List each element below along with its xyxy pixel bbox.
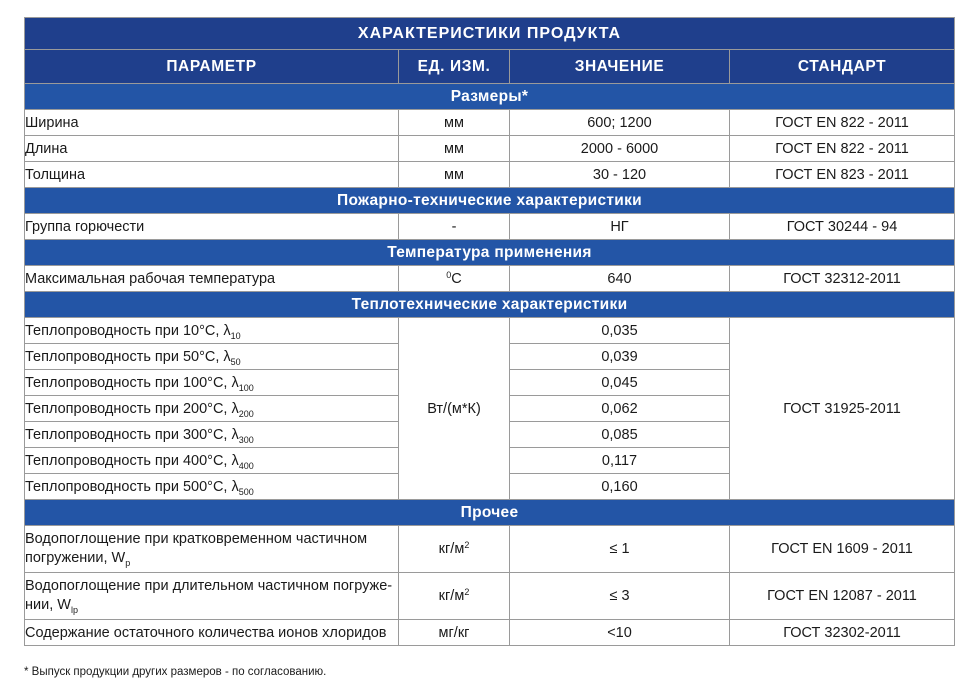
- param-text: Теплопроводность при 10°С, λ: [25, 322, 231, 339]
- param-subscript: p: [125, 558, 131, 568]
- standard-cell: ГОСТ 30244 - 94: [730, 214, 955, 240]
- param-text-line1: Водопоглощение при кратковременном частичном: [25, 531, 368, 547]
- unit-superscript: 0: [446, 269, 452, 280]
- table-row: [25, 266, 955, 292]
- value-cell: 0,117: [510, 448, 730, 474]
- col-header-standard: СТАНДАРТ: [730, 50, 955, 84]
- unit-text: С: [451, 270, 462, 287]
- product-spec-table: [24, 17, 955, 646]
- param-subscript: 200: [238, 408, 254, 419]
- param-subscript: 500: [238, 486, 254, 497]
- table-row: [25, 318, 955, 344]
- table-row: [25, 136, 955, 162]
- value-cell: 640: [510, 266, 730, 292]
- table-row: [25, 620, 955, 646]
- value-cell: 600; 1200: [510, 110, 730, 136]
- param-subscript: 100: [238, 382, 254, 393]
- value-cell: 0,039: [510, 344, 730, 370]
- param-subscript: 10: [230, 330, 241, 341]
- unit-text: кг/м: [438, 541, 465, 557]
- unit-superscript: 2: [464, 540, 470, 550]
- standard-cell: ГОСТ EN 12087 - 2011: [730, 573, 955, 620]
- unit-cell-merged: Вт/(м*К): [399, 318, 510, 500]
- standard-cell: ГОСТ EN 822 - 2011: [730, 110, 955, 136]
- section-fire: [25, 188, 955, 214]
- param-text: Теплопроводность при 50°С, λ: [25, 348, 231, 365]
- col-header-value: ЗНАЧЕНИЕ: [510, 50, 730, 84]
- value-cell: 2000 - 6000: [510, 136, 730, 162]
- table-row: [25, 573, 955, 620]
- param-cell: [25, 318, 399, 344]
- footnote: * Выпуск продукции других размеров - по согласованию.: [24, 666, 327, 678]
- param-subscript: 50: [230, 356, 241, 367]
- standard-cell: ГОСТ EN 1609 - 2011: [730, 526, 955, 573]
- param-text-line2: погружении, W: [25, 550, 126, 566]
- param-cell: [25, 448, 399, 474]
- unit-cell: [399, 573, 510, 620]
- value-cell: 0,085: [510, 422, 730, 448]
- param-cell: [25, 526, 399, 573]
- param-cell: [25, 370, 399, 396]
- unit-cell: мг/кг: [399, 620, 510, 646]
- param-subscript: 400: [238, 460, 254, 471]
- param-text: Теплопроводность при 300°С, λ: [25, 426, 239, 443]
- param-cell: Содержание остаточного количества ионов хлоридов: [25, 620, 399, 646]
- unit-cell: мм: [399, 136, 510, 162]
- unit-cell: [399, 266, 510, 292]
- unit-text: кг/м: [438, 588, 465, 604]
- param-cell: Ширина: [25, 110, 399, 136]
- param-cell: [25, 573, 399, 620]
- section-title: Прочее: [25, 500, 955, 526]
- table-title: ХАРАКТЕРИСТИКИ ПРОДУКТА: [25, 18, 955, 50]
- value-cell: 0,045: [510, 370, 730, 396]
- section-title: Теплотехнические характеристики: [25, 292, 955, 318]
- section-title: Температура применения: [25, 240, 955, 266]
- table-title-row: [25, 18, 955, 50]
- table-row: [25, 526, 955, 573]
- value-cell: 30 - 120: [510, 162, 730, 188]
- unit-cell: мм: [399, 162, 510, 188]
- value-cell: ≤ 1: [510, 526, 730, 573]
- param-text: Теплопроводность при 500°С, λ: [25, 478, 239, 495]
- section-thermal: [25, 292, 955, 318]
- param-text: Теплопроводность при 400°С, λ: [25, 452, 239, 469]
- param-cell: Длина: [25, 136, 399, 162]
- param-cell: [25, 396, 399, 422]
- unit-cell: [399, 526, 510, 573]
- param-cell: Группа горючести: [25, 214, 399, 240]
- param-cell: [25, 474, 399, 500]
- param-cell: Толщина: [25, 162, 399, 188]
- table-row: [25, 214, 955, 240]
- standard-cell: ГОСТ EN 823 - 2011: [730, 162, 955, 188]
- standard-cell: ГОСТ 32312-2011: [730, 266, 955, 292]
- value-cell: 0,062: [510, 396, 730, 422]
- value-cell: 0,160: [510, 474, 730, 500]
- standard-cell: ГОСТ EN 822 - 2011: [730, 136, 955, 162]
- table-row: [25, 110, 955, 136]
- section-title: Пожарно-технические характеристики: [25, 188, 955, 214]
- value-cell: ≤ 3: [510, 573, 730, 620]
- unit-cell: -: [399, 214, 510, 240]
- col-header-param: ПАРАМЕТР: [25, 50, 399, 84]
- param-text-line2: нии, W: [25, 597, 71, 613]
- unit-cell: мм: [399, 110, 510, 136]
- value-cell: НГ: [510, 214, 730, 240]
- unit-superscript: 2: [464, 587, 470, 597]
- param-cell: Максимальная рабочая температура: [25, 266, 399, 292]
- param-cell: [25, 344, 399, 370]
- param-text-line1: Водопоглощение при длительном частичном погруже-: [25, 578, 393, 594]
- standard-cell-merged: ГОСТ 31925-2011: [730, 318, 955, 500]
- column-header-row: [25, 50, 955, 84]
- param-text: Теплопроводность при 200°С, λ: [25, 400, 239, 417]
- col-header-unit: ЕД. ИЗМ.: [399, 50, 510, 84]
- section-title: Размеры*: [25, 84, 955, 110]
- value-cell: 0,035: [510, 318, 730, 344]
- table-row: [25, 162, 955, 188]
- param-subscript: lp: [70, 605, 78, 615]
- param-cell: [25, 422, 399, 448]
- section-other: [25, 500, 955, 526]
- section-temperature: [25, 240, 955, 266]
- value-cell: <10: [510, 620, 730, 646]
- param-text: Теплопроводность при 100°С, λ: [25, 374, 239, 391]
- standard-cell: ГОСТ 32302-2011: [730, 620, 955, 646]
- section-sizes: [25, 84, 955, 110]
- param-subscript: 300: [238, 434, 254, 445]
